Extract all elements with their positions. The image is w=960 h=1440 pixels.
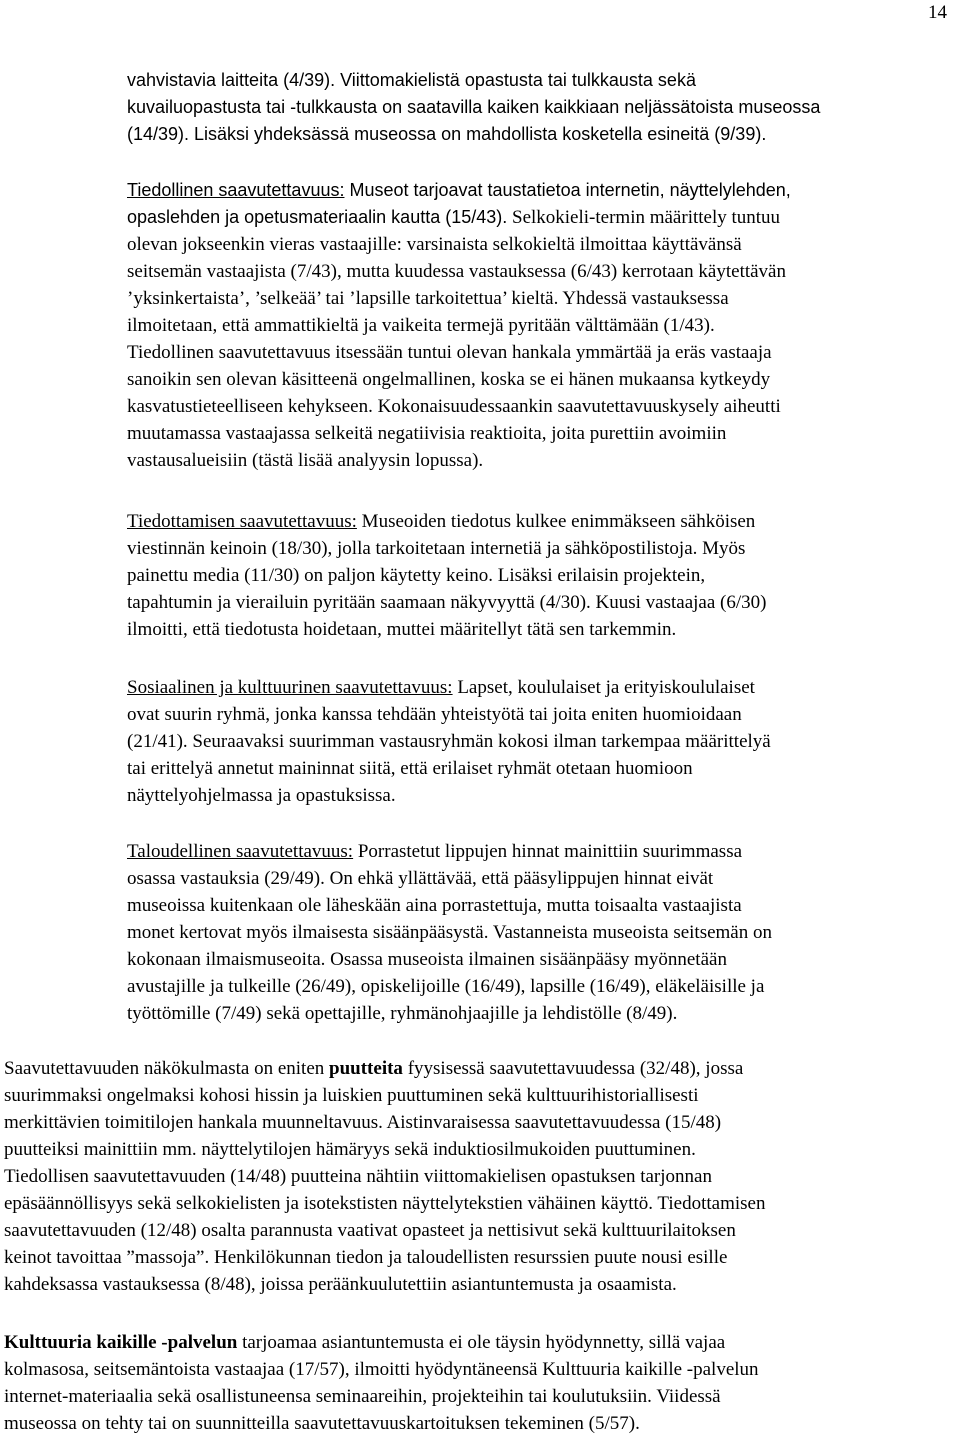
text-line: keinot tavoittaa ”massoja”. Henkilökunnan tiedon ja taloudellisten resurssien puute nousi esille <box>4 1247 728 1268</box>
text-line: saavutettavuuden (12/48) osalta parannusta vaativat opasteet ja nettisivut sekä kulttuurilaitoksen <box>4 1220 736 1241</box>
text-line: avustajille ja tulkeille (26/49), opiskelijoille (16/49), lapsille (16/49), eläkeläisille ja <box>127 976 765 997</box>
text-line <box>127 674 949 701</box>
text-line: suurimmaksi ongelmaksi kohosi hissin ja luiskien puuttuminen sekä kulttuurihistoriallisesti <box>4 1085 699 1106</box>
text-line: internet-materiaalia sekä osallistuneensa seminaareihin, projekteihin tai koulutuksiin. Viidessä <box>4 1386 721 1407</box>
text-line: ’yksinkertaista’, ’selkeää’ tai ’lapsille tarkoitettua’ kieltä. Yhdessä vastauksessa <box>127 288 729 309</box>
text-line <box>127 508 949 535</box>
text-line: tapahtumin ja vierailuin pyritään saamaan näkyvyyttä (4/30). Kuusi vastaajaa (6/30) <box>127 592 767 613</box>
emphasis-kulttuuria: Kulttuuria kaikille -palvelun <box>4 1332 238 1353</box>
text-line: museossa on tehty tai on suunnitteilla saavutettavuuskartoituksen tekeminen (5/57). <box>4 1413 640 1434</box>
text-span: Lapset, koululaiset ja erityiskoululaiset <box>452 677 755 698</box>
text-line: painettu media (11/30) on paljon käytetty keino. Lisäksi erilaisin projektein, <box>127 565 706 586</box>
text-line: puutteiksi mainittiin mm. näyttelytilojen hämäryys sekä induktiosilmukoiden puuttuminen. <box>4 1139 696 1160</box>
paragraph-taloudellinen <box>127 838 949 1027</box>
page-number: 14 <box>928 2 947 23</box>
term-tiedottamisen: Tiedottamisen saavutettavuus: <box>127 511 357 532</box>
text-span: Saavutettavuuden näkökulmasta on eniten <box>4 1058 330 1079</box>
text-line <box>127 838 949 865</box>
text-line: ovat suurin ryhmä, jonka kanssa tehdään yhteistyötä tai joita eniten huomioidaan <box>127 704 742 725</box>
text-span: Museot tarjoavat taustatietoa internetin, näyttelylehden, <box>344 180 791 200</box>
text-line: olevan jokseenkin vieras vastaajille: varsinaista selkokieltä ilmoittaa käyttävänsä <box>127 234 742 255</box>
text-line <box>4 1329 954 1356</box>
text-line <box>127 177 949 204</box>
emphasis-puutteita: puutteita <box>329 1058 403 1079</box>
paragraph-kulttuuria <box>4 1329 954 1437</box>
text-span: fyysisessä saavutettavuudessa (32/48), jossa <box>402 1058 744 1079</box>
text-line: kahdeksassa vastauksessa (8/48), joissa peräänkuulutettiin asiantuntemusta ja osaamista. <box>4 1274 677 1295</box>
text-span: Selkokieli-termin määrittely tuntuu <box>507 207 781 228</box>
text-line: työttömille (7/49) sekä opettajille, ryhmänohjaajille ja lehdistölle (8/49). <box>127 1003 678 1024</box>
text-line: Tiedollinen saavutettavuus itsessään tuntui olevan hankala ymmärtää ja eräs vastaaja <box>127 342 772 363</box>
term-sosiaalinen: Sosiaalinen ja kulttuurinen saavutettavuus: <box>127 677 453 698</box>
text-span: Porrastetut lippujen hinnat mainittiin suurimmassa <box>353 841 743 862</box>
text-line <box>127 204 949 231</box>
text-line: kokonaan ilmaismuseoita. Osassa museoista ilmainen sisäänpääsy myönnetään <box>127 949 727 970</box>
paragraph-tiedottamisen <box>127 508 949 643</box>
text-line: kuvailuopastusta tai -tulkkausta on saatavilla kaiken kaikkiaan neljässätoista museossa <box>127 97 821 117</box>
term-tiedollinen: Tiedollinen saavutettavuus: <box>127 180 345 200</box>
text-line: tai erittelyä annetut maininnat siitä, että erilaiset ryhmät otetaan huomioon <box>127 758 693 779</box>
text-line: Tiedollisen saavutettavuuden (14/48) puutteina nähtiin viittomakielisen opastuksen tarjonnan <box>4 1166 712 1187</box>
text-line: monet kertovat myös ilmaisesta sisäänpääsystä. Vastanneista museoista seitsemän on <box>127 922 772 943</box>
text-line: (21/41). Seuraavaksi suurimman vastausryhmän kokosi ilman tarkempaa määrittelyä <box>127 731 771 752</box>
paragraph-intro <box>127 67 949 148</box>
text-line: kolmasosa, seitsemäntoista vastaajaa (17/57), ilmoitti hyödyntäneensä Kulttuuria kaikille -palvelun <box>4 1359 759 1380</box>
text-line: ilmoitti, että tiedotusta hoidetaan, muttei määritellyt tätä sen tarkemmin. <box>127 619 677 640</box>
text-line: vastausalueisiin (tästä lisää analyysin lopussa). <box>127 450 484 471</box>
term-taloudellinen: Taloudellinen saavutettavuus: <box>127 841 354 862</box>
text-line: näyttelyohjelmassa ja opastuksissa. <box>127 785 396 806</box>
text-span: Museoiden tiedotus kulkee enimmäkseen sähköisen <box>356 511 756 532</box>
text-line: (14/39). Lisäksi yhdeksässä museossa on mahdollista kosketella esineitä (9/39). <box>127 124 767 144</box>
text-span: tarjoamaa asiantuntemusta ei ole täysin hyödynnetty, sillä vajaa <box>237 1332 726 1353</box>
text-line: epäsäännöllisyys sekä selkokielisten ja isotekstisten näyttelytekstien vähäinen käyttö. Tiedottamisen <box>4 1193 766 1214</box>
text-line: sanoikin sen olevan käsitteenä ongelmallinen, koska se ei hänen mukaansa kytkeydy <box>127 369 771 390</box>
text-line: muutamassa vastaajassa selkeitä negatiivisia reaktioita, joita purettiin avoimiin <box>127 423 727 444</box>
text-line: viestinnän keinoin (18/30), jolla tarkoitetaan internetiä ja sähköpostilistoja. Myös <box>127 538 746 559</box>
text-line: vahvistavia laitteita (4/39). Viittomakielistä opastusta tai tulkkausta sekä <box>127 70 696 90</box>
text-line: museoissa kuitenkaan ole läheskään aina porrastettuja, mutta toisaalta vastaajista <box>127 895 742 916</box>
paragraph-sosiaalinen <box>127 674 949 809</box>
text-line: kasvatustieteelliseen kehykseen. Kokonaisuudessaankin saavutettavuuskysely aiheutti <box>127 396 781 417</box>
text-line: ilmoitetaan, että ammattikieltä ja vaikeita termejä pyritään välttämään (1/43). <box>127 315 715 336</box>
paragraph-puutteita <box>4 1055 954 1298</box>
paragraph-tiedollinen <box>127 177 949 474</box>
text-line: osassa vastauksia (29/49). On ehkä yllättävää, että pääsylippujen hinnat eivät <box>127 868 714 889</box>
text-line <box>4 1055 954 1082</box>
text-span: opaslehden ja opetusmateriaalin kautta (15/43). <box>127 207 508 227</box>
text-line: seitsemän vastaajista (7/43), mutta kuudessa vastauksessa (6/43) kerrotaan käytettävän <box>127 261 786 282</box>
text-line: merkittävien toimitilojen hankala muunneltavuus. Aistinvaraisessa saavutettavuudessa (15/48) <box>4 1112 722 1133</box>
